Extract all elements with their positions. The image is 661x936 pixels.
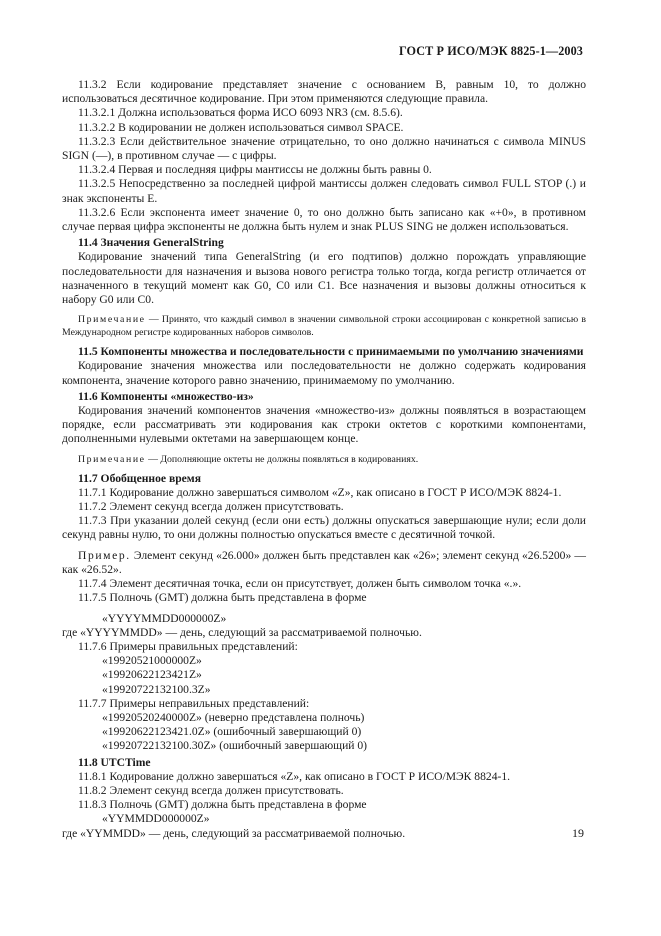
paragraph-11-7-2: 11.7.2 Элемент секунд всегда должен присутствовать. xyxy=(78,500,344,514)
section-heading-11-6: 11.6 Компоненты «множество-из» xyxy=(78,389,254,403)
paragraph-11-7-6: 11.7.6 Примеры правильных представлений: xyxy=(78,639,298,653)
example-text: Элемент секунд «26.000» должен быть представлен как «26»; элемент секунд «26.5200» — как «26.52». xyxy=(62,548,586,576)
paragraph-11-3-2-6: 11.3.2.6 Если экспонента имеет значение 0, то оно должно быть записано как «+0», в противном случае первая цифра экспоненты не должна быть нулем и знак PLUS SING не должен использоваться. xyxy=(62,205,586,234)
paragraph-11-7-7: 11.7.7 Примеры неправильных представлений: xyxy=(78,696,310,710)
paragraph-11-3-2-2: 11.3.2.2 В кодировании не должен использоваться символ SPACE. xyxy=(78,120,404,134)
section-heading-11-4: 11.4 Значения GeneralString xyxy=(78,236,224,250)
paragraph-11-7-3: 11.7.3 При указании долей секунд (если они есть) должны опускаться завершающие нули; если доли секунд равны нулю, то они должны полностью опускаться вместе с десятичной точкой. xyxy=(62,514,586,542)
section-heading-11-7: 11.7 Обобщенное время xyxy=(78,471,201,485)
note-11-4 xyxy=(62,313,586,339)
midnight-form-generalized: «YYYYMMDD000000Z» xyxy=(102,611,227,625)
example-11-7-3 xyxy=(62,549,586,577)
document-header: ГОСТ Р ИСО/МЭК 8825-1—2003 xyxy=(398,44,583,58)
paragraph-11-6: Кодирования значений компонентов значения «множество-из» должны появляться в возрастающем порядке, если рассматривать эти кодирования как строки октетов с короткими компонентами, дополненными нулевыми октетами на завершающем конце. xyxy=(62,404,586,446)
paragraph-11-8-2: 11.8.2 Элемент секунд всегда должен присутствовать. xyxy=(78,783,344,797)
paragraph-11-8-1: 11.8.1 Кодирование должно завершаться «Z», как описано в ГОСТ Р ИСО/МЭК 8824-1. xyxy=(78,769,511,783)
example-label: Пример. xyxy=(78,548,131,562)
valid-example: «19920521000000Z» xyxy=(102,654,202,668)
paragraph-where-yymmdd: где «YYMMDD» — день, следующий за рассматриваемой полночью. xyxy=(62,826,406,840)
paragraph-11-8-3: 11.8.3 Полночь (GMT) должна быть представлена в форме xyxy=(78,798,367,812)
note-label: Примечание xyxy=(78,314,146,326)
note-text: — Дополняющие октеты не должны появляться в кодированиях. xyxy=(145,453,419,465)
section-heading-11-5: 11.5 Компоненты множества и последовательности с принимаемыми по умолчанию значениями xyxy=(78,345,584,359)
paragraph-11-7-4: 11.7.4 Элемент десятичная точка, если он присутствует, должен быть символом точка «.». xyxy=(78,577,522,591)
section-heading-11-8: 11.8 UTCTime xyxy=(78,755,151,769)
paragraph-11-3-2-1: 11.3.2.1 Должна использоваться форма ИСО 6093 NR3 (см. 8.5.6). xyxy=(78,106,403,120)
page-number: 19 xyxy=(572,826,584,840)
note-11-6 xyxy=(62,453,586,466)
midnight-form-utc: «YYMMDD000000Z» xyxy=(102,812,210,826)
paragraph-11-3-2-3: 11.3.2.3 Если действительное значение отрицательно, то оно должно начинаться с символа MINUS SIGN (—), в противном случае — с цифры. xyxy=(62,134,586,163)
paragraph-11-3-2-4: 11.3.2.4 Первая и последняя цифры мантиссы не должны быть равны 0. xyxy=(78,163,432,177)
valid-example: «19920722132100.3Z» xyxy=(102,682,211,696)
paragraph-11-4: Кодирование значений типа GeneralString (и его подтипов) должно порождать управляющие последовательности для назначения и вызова нового регистра только тогда, когда регистр отличается от назначенного в текущий момент как G0, C0 или C1. Все назначения и вызовы должны относиться к набору G0 или C0. xyxy=(62,250,586,307)
paragraph-11-5: Кодирование значения множества или последовательности не должно содержать кодирования компонента, значение которого равно значению, принимаемому по умолчанию. xyxy=(62,359,586,387)
note-label: Примечание xyxy=(78,453,146,465)
page-body xyxy=(62,78,586,841)
paragraph-where-yyyymmdd: где «YYYYMMDD» — день, следующий за рассматриваемой полночью. xyxy=(62,625,422,639)
paragraph-11-3-2: 11.3.2 Если кодирование представляет значение с основанием B, равным 10, то должно использоваться десятичное кодирование. При этом применяются следующие правила. xyxy=(62,78,586,106)
invalid-example: «19920622123421.0Z» (ошибочный завершающий 0) xyxy=(102,725,362,739)
paragraph-11-7-1: 11.7.1 Кодирование должно завершаться символом «Z», как описано в ГОСТ Р ИСО/МЭК 8824-1. xyxy=(78,485,562,499)
paragraph-11-7-5: 11.7.5 Полночь (GMT) должна быть представлена в форме xyxy=(78,591,367,605)
valid-example: «19920622123421Z» xyxy=(102,668,202,682)
invalid-example: «19920520240000Z» (неверно представлена полночь) xyxy=(102,710,365,724)
note-text: — Принято, что каждый символ в значении символьной строки ассоциирован с конкретной записью в Международном регистре кодированных наборов символов. xyxy=(62,314,586,339)
paragraph-11-3-2-5: 11.3.2.5 Непосредственно за последней цифрой мантиссы должен следовать символ FULL STOP (.) и знак экспоненты E. xyxy=(62,177,586,205)
invalid-example: «19920722132100.30Z» (ошибочный завершающий 0) xyxy=(102,739,368,753)
